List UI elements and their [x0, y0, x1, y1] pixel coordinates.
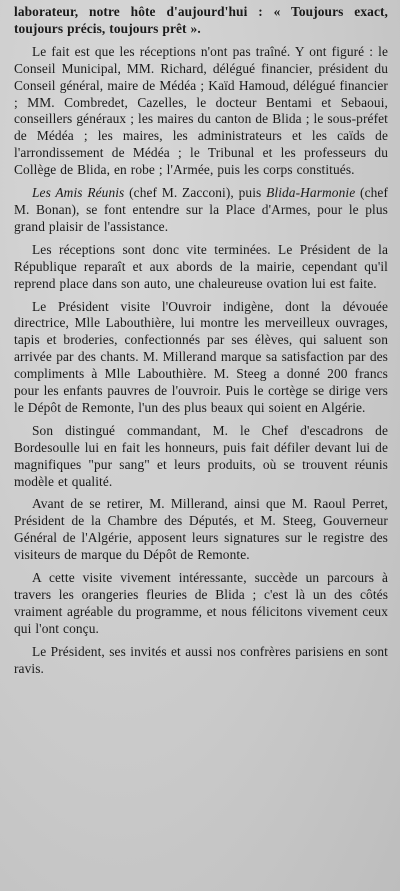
band-name-blida-harmonie: Blida-Harmonie — [266, 185, 356, 201]
band-name-amis-reunis: Les Amis Réunis — [32, 185, 125, 201]
paragraph-music — [14, 185, 388, 236]
paragraph-signatures: Avant de se retirer, M. Millerand, ainsi que M. Raoul Perret, Président de la Chambre des Députés, et M. Steeg, Gouverneur Général de l'Algérie, apposent leurs signatures sur le registre des visiteurs de marque du Dépôt de Remonte. — [14, 496, 388, 563]
paragraph-commandant: Son distingué commandant, M. le Chef d'escadrons de Bordesoulle lui en fait les honneurs, puis fait défiler devant lui de magnifiques "pur sang" et leurs produits, où se trouvent réunis modèle et qualité. — [14, 422, 388, 489]
music-text-a: (chef M. Zacconi), puis — [124, 185, 267, 201]
music-text-b: (chef M. Bonan), se font entendre sur la Place d'Armes, pour le plus grand plaisir de l'assistance. — [14, 185, 389, 234]
paragraph-ovation: Les réceptions sont donc vite terminées. Le Président de la République reparaît et aux abords de la mairie, cependant qu'il reprend place dans son auto, une chaleureuse ovation lui est faite. — [14, 241, 388, 291]
paragraph-receptions: Le fait est que les réceptions n'ont pas traîné. Y ont figuré : le Conseil Municipal, MM. Richard, délégué financier, président du Conseil général, maire de Médéa ; Kaïd Hamoud, délégué financier ; MM. Combredet, Cazelles, le docteur Bentami et Sebaoui, conseillers généraux ; les maires du canton de Blida ; le sous-préfet de Médéa ; les maires, les administrateurs et les caïds de l'arrondissement de Médéa ; le Tribunal et les professeurs du Collège de Blida, en robe ; l'Armée, puis les corps constitués. — [14, 43, 388, 178]
paragraph-quote: laborateur, notre hôte d'aujourd'hui : « Toujours exact, toujours précis, toujours prêt ». — [14, 4, 388, 36]
paragraph-conclusion: Le Président, ses invités et aussi nos confrères parisiens en sont ravis. — [14, 643, 388, 676]
paragraph-ouvroir: Le Président visite l'Ouvroir indigène, dont la dévouée directrice, Mlle Labouthière, lui montre les merveilleux ouvrages, tapis et broderies, confectionnés par ses élèves, qui saluent son arrivée par des chants. M. Millerand marque sa satisfaction par des compliments à Mlle Labouthière. M. Steeg a donné 200 francs pour les enfants pauvres de l'ouvroir. Puis le cortège se dirige vers le Dépôt de Remonte, l'un des plus beaux qui soient en Algérie. — [14, 298, 388, 415]
paragraph-orangeries: A cette visite vivement intéressante, succède un parcours à travers les orangeries fleuries de Blida ; c'est là un des côtés vraiment agréable du programme, et nous félicitons vivement ceux qui l'ont conçu. — [14, 570, 388, 636]
